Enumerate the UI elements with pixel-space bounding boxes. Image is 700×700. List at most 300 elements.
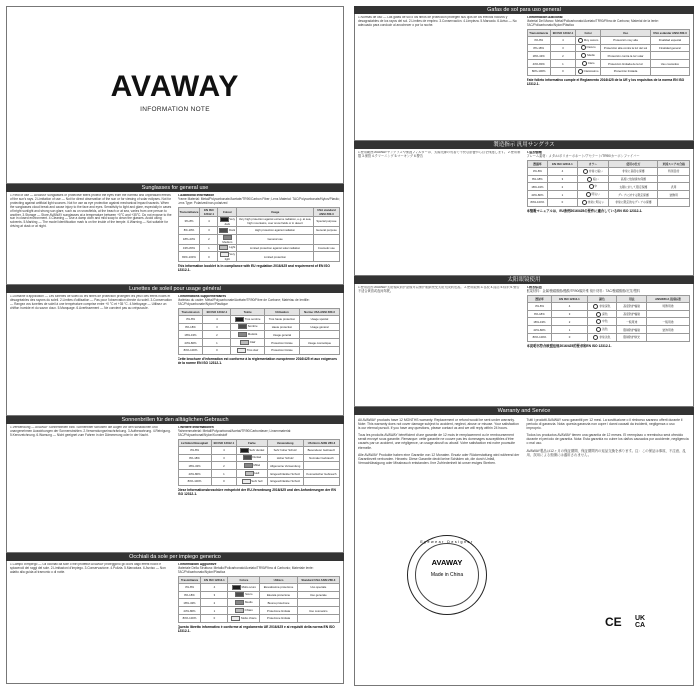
cell: Usage spécial — [299, 315, 339, 323]
de-info: Rahmenmaterial: Metall/Polycarbonat/Acetat/TR90/Carbonfaser; Linsenmaterial: TAC/Polycarbonat/Nylon/Kunststoff — [177, 428, 292, 437]
en-body: 1.Field of use — AVAWAY sunglasses or protective filters protect the eyes from the harmful and unpleasant effects of the sun's rays. 2.Limitation of use — Not for direct observation of the sun or for viewing of solar eclipses. Not for protecting against artificial light sources. Not for use as eye protection against mechanical impact hazards. When the sunglasses cloud break and cause injury to the face and eyes. Sensitivity to light and glare, especially in cases of bright sunlight and strong sun glare, such as on snowfields, at the beach or at sea, varies from one person to another. 3.Storage — Store AVAWAY sunglasses at a temperature between +0°C and +35°C. Do not expose to the sun in closed environment. 4.Cleaning — Use a damp cloth and mild soap to clean the glasses. Avoid using solvents. 5.Marking — The model identification mark is on the inside of the temple. 6.Warning — Not suitable for driving at dusk or at night. — [10, 194, 172, 229]
cell: 特別目的 — [658, 167, 690, 175]
de-info-heading: 7.Weitere Informationen — [177, 426, 214, 429]
cell: 3 — [203, 323, 231, 331]
section-cn — [354, 284, 694, 407]
cell: Besonderer Gebrauch — [303, 446, 339, 454]
cell — [587, 334, 617, 342]
cell: 3%-8% — [178, 446, 211, 454]
table-row — [527, 334, 690, 342]
cell: 深色 — [602, 311, 608, 316]
table-row — [178, 591, 340, 599]
cell — [218, 244, 237, 252]
cell: Scuro — [245, 592, 253, 597]
cell: 1 — [201, 607, 228, 615]
col-header: Norme USA ANSI Z80.3 — [299, 308, 339, 315]
table-row — [527, 167, 690, 175]
cell — [587, 326, 617, 334]
fr-info-heading: 7.Informations Supplémentaires — [177, 295, 227, 298]
cell — [576, 52, 601, 60]
warranty-en: All AVAWAY products have 12 MONTHS warranty. Replacement or refund would be sent under warranty. Note: This warranty does not cover damage subject to accident, neglect, abuse or misuse. Your satisfaction is our eternal pursuit. If you have any questions, please contact us and we will reply within 24 hours. — [358, 418, 519, 431]
cell — [218, 226, 237, 234]
table-row — [527, 191, 690, 199]
cell: Dunkel — [252, 455, 262, 460]
table-row — [178, 446, 340, 454]
cell: 8%-18% — [178, 323, 203, 331]
col-header: Utilizzo — [260, 576, 297, 583]
cell — [587, 302, 617, 310]
cell: 43%-80% — [527, 326, 552, 334]
cell: 0 — [203, 346, 231, 354]
jp-footer: 本情報マニュアルは、EU条例2016/425の要件に適合しているEN ISO 12312-1. — [526, 208, 643, 213]
cell: 80%-100% — [178, 477, 211, 485]
table-row — [178, 339, 340, 347]
cell: Dark — [229, 227, 236, 232]
cell: 非常に高度な保護 — [609, 167, 658, 175]
col-header: 米国スコアの合格 — [658, 160, 690, 167]
cell: 2 — [548, 183, 577, 191]
it-table — [178, 576, 341, 623]
cell: 43%-80% — [178, 339, 203, 347]
table-row — [178, 315, 340, 323]
cell: 非常浅色 — [599, 335, 611, 340]
tint-swatch — [235, 317, 244, 322]
table-row — [178, 462, 340, 470]
it-footer: Questo libretto informativo è conforme al regolamento UE 2016/425 e ai requisiti della norma EN ISO 12312-1. — [177, 624, 335, 633]
cell: Medio — [587, 53, 595, 58]
sun-icon — [587, 177, 592, 182]
cell: 8%-18% — [527, 310, 552, 318]
cell: Allgemeine Verwendung — [267, 462, 303, 470]
cell — [297, 599, 339, 607]
de-body: 1.Verwendung — AVAWAY Sonnenbrillen bzw. Sonnenfilter schützen die Augen vor den schädlichen und unangenehmen Auswirkungen der Sonnenstrahlen. 2.Verwendungseinschränkung. 3.Aufbewahrung. 4.Reinigung. 5.Kennzeichnung. 6.Warnung — Nicht geeignet zum Fahren in der Dämmerung oder in der Nacht. — [10, 426, 171, 437]
cell — [297, 614, 339, 622]
cell: 43%-80% — [178, 607, 201, 615]
cell: 80%-100% — [527, 67, 550, 75]
cell — [646, 310, 689, 318]
cell: 非常に暗い — [588, 168, 603, 173]
col-header: 颜色 — [587, 295, 617, 302]
cell — [237, 470, 267, 478]
cell: 3 — [548, 175, 577, 183]
table-row — [178, 454, 340, 462]
cell: 80%-100% — [178, 346, 203, 354]
tint-swatch — [235, 592, 244, 597]
cell: Protección alta contra la luz del sol — [601, 44, 651, 52]
cell: 18%-43% — [178, 234, 200, 244]
col-header: カラー — [577, 160, 609, 167]
col-header: Colore — [228, 576, 260, 583]
col-header: ANSIZ80.3 美国标准 — [646, 295, 689, 302]
cell: Uso cosmetico — [297, 607, 339, 615]
it-body: 1.Campo d'impiego — Gli occhiali da sole o filtri protettivi AVAWAY proteggono gli occhi dagli effetti nocivi e spiacevoli dei raggi del sole. 2.Limitazioni d'impiego. 3.Conservazione. 4.Pulizia. 5.Marcatura. 6.Avviso — Non adatto alla guida al tramonto o di notte. — [10, 563, 166, 574]
cell: Très clair — [246, 348, 259, 353]
cell: 18%-43% — [527, 183, 548, 191]
table-row — [178, 226, 340, 234]
ce-mark: CE — [605, 615, 622, 629]
cell: 8%-18% — [527, 175, 548, 183]
sun-icon — [596, 319, 601, 324]
table-row — [527, 52, 690, 60]
col-header: Utilisation — [265, 308, 300, 315]
jp-body: 1.使用範囲 AVAWAYサングラスや保護フィルターは、太陽光線の有害で不快な影響から目を保護します。 2.使用制限 3.保管 4.クリーニング 5.マーキング 6.警告 — [358, 151, 521, 158]
cell: Sombre — [247, 324, 258, 329]
cell — [299, 346, 339, 354]
cell: Medium — [222, 239, 233, 244]
col-header: EN ISO 12312-1 — [201, 576, 228, 583]
table-row — [178, 331, 340, 339]
cell: 1 — [548, 191, 577, 199]
cell: Eingeschränkter Schutz — [267, 470, 303, 478]
table-row — [527, 183, 690, 191]
cell: 43%-80% — [178, 470, 211, 478]
sun-icon — [583, 169, 588, 174]
cell: 中 — [594, 184, 598, 189]
es-footer: Este folleto informativo cumple el Reglamento 2016/425 de la UE y los requisitos de la norma EN ISO 12312-1. — [526, 77, 685, 86]
section-de — [6, 424, 344, 553]
col-header: EN ISO 12312-1 — [211, 439, 237, 446]
cell: 8%-18% — [527, 44, 550, 52]
col-header: USA estándar ANSI Z80.3 — [650, 29, 689, 36]
cell: 8%-18% — [178, 226, 200, 234]
cell: Chiaro — [244, 608, 253, 613]
tint-swatch — [237, 348, 246, 353]
cell: 18%-43% — [178, 331, 203, 339]
col-header: Trasmittanza — [178, 576, 201, 583]
cell: 3 — [200, 226, 218, 234]
cell: 3%-8% — [178, 583, 201, 591]
cell: 1 — [550, 60, 575, 68]
fr-info: Matériau du cadre: Métal/Polycarbonate/Acétate/TR90/Fibre de Carbone; Matériau de lentille: TAC/Polycarbonate/Nylon/Plastique — [177, 297, 310, 306]
tint-swatch — [240, 340, 249, 345]
brand-logo: AVAWAY — [110, 70, 240, 103]
cell: 8%-18% — [178, 591, 201, 599]
cell — [577, 191, 609, 199]
cell: 3%-8% — [178, 216, 200, 226]
tint-swatch — [240, 448, 249, 453]
cell: 非常深色 — [599, 303, 611, 308]
cell: Protezione limitata — [260, 607, 297, 615]
cell: Kosmetischer Gebrauch — [303, 470, 339, 478]
cell: Protection limitée — [265, 339, 300, 347]
cell: 非常に限定的なグレアの保護 — [609, 199, 658, 207]
cn-footer: 本说明书符合欧盟法规2016/425的要求和EN ISO 12312-1. — [526, 343, 612, 348]
cell — [218, 234, 237, 244]
cell: 3 — [201, 591, 228, 599]
cell: 浅色 — [602, 327, 608, 332]
table-row — [527, 310, 690, 318]
cell: 80%-100% — [527, 334, 552, 342]
cell — [577, 175, 609, 183]
tint-swatch — [232, 585, 241, 590]
cn-info-heading: 7.附加信息 — [526, 286, 542, 289]
cell — [231, 323, 265, 331]
cell — [587, 310, 617, 318]
de-table — [178, 439, 341, 486]
cell — [650, 67, 689, 75]
cell: 2 — [552, 318, 587, 326]
col-header: Transmittance — [178, 207, 200, 216]
cell: Usage général — [265, 331, 300, 339]
sun-icon — [589, 184, 594, 189]
section-title-fr: Lunettes de soleil pour usage général — [6, 285, 344, 293]
cell: 80%-100% — [178, 614, 201, 622]
warranty-it: Tutti i prodotti AVAWAY sono garantiti per 12 mesi. La sostituzione o il rimborso saranno offerti durante il periodo di garanzia. Nota: questa garanzia non copre i danni causati da incidenti, negligenza o uso improprio. — [526, 418, 683, 431]
cell: Molto scuro — [241, 584, 257, 589]
cell: Very light — [224, 252, 236, 262]
col-header: Lichtdurchlässigkeit — [178, 439, 211, 446]
warranty-section — [354, 415, 694, 686]
cell: Normaler Gebrauch — [303, 454, 339, 462]
table-row — [178, 323, 340, 331]
sun-icon — [596, 327, 601, 332]
cell: Elevata protezione — [260, 591, 297, 599]
cell — [218, 216, 237, 226]
cell: 4 — [200, 216, 218, 226]
section-es — [354, 14, 694, 141]
es-table — [527, 29, 691, 76]
cell: 3%-8% — [527, 167, 548, 175]
table-row — [527, 36, 690, 44]
cell: Uso cosmético — [650, 60, 689, 68]
cell: Protección limitada de la luz — [601, 60, 651, 68]
table-row — [527, 302, 690, 310]
cell — [228, 583, 260, 591]
cell — [237, 477, 267, 485]
it-info-heading: 7.Informazioni Aggiuntive — [177, 563, 217, 566]
section-fr — [6, 293, 344, 416]
cell: 汎用 — [658, 183, 690, 191]
en-info-heading: 7.Additional Information — [177, 194, 215, 197]
cell: 18%-43% — [178, 599, 201, 607]
table-row — [178, 477, 340, 485]
cell: Very dark — [224, 216, 236, 226]
cell: 0 — [550, 67, 575, 75]
cell — [237, 446, 267, 454]
table-row — [527, 67, 690, 75]
cell: Usage cosmétique — [299, 339, 339, 347]
col-header: US-Norm ANSI Z80.3 — [303, 439, 339, 446]
cell: 1 — [200, 244, 218, 252]
cell: 4 — [211, 446, 237, 454]
section-title-de: Sonnenbrillen für den alltäglichen Gebrauch — [6, 416, 344, 424]
col-header: Farbe — [237, 439, 267, 446]
cell — [658, 199, 690, 207]
cell: 0 — [552, 334, 587, 342]
cell: Very high protection against extreme radiation, e.g. at sea, high mountains, over snow fields or in desert — [237, 216, 313, 226]
cell: 2 — [201, 599, 228, 607]
section-title-en: Sunglasses for general use — [6, 184, 344, 192]
cell — [303, 477, 339, 485]
cell: 1 — [203, 339, 231, 347]
section-title-es: Gafas de sol para uso general — [354, 6, 694, 14]
cell: 4 — [201, 583, 228, 591]
warranty-de: Alle AVAWAY Produkte haben eine Garantie von 12 Monaten. Ersatz oder Rückerstattung wird während der Garantiezeit verbunden. Hinweis: Diese Garantie deckt keine Schäden ab, die durch Unfall, Vernachlässigung oder Missbrauch entstanden. Ihre Zufriedenheit ist unser ewiges Streben. — [358, 452, 520, 465]
cell — [576, 44, 601, 52]
table-row — [178, 614, 340, 622]
section-en — [6, 192, 344, 285]
col-header: 透過率 — [527, 160, 548, 167]
section-jp — [354, 149, 694, 276]
cell: Muy oscuro — [583, 37, 599, 42]
cell: Protezione limitata — [260, 614, 297, 622]
tint-swatch — [242, 479, 251, 484]
cell: Haute protection — [265, 323, 300, 331]
cell: 装饰用途 — [646, 326, 689, 334]
cell: 明るい — [591, 192, 601, 197]
col-header: EN ISO 12312-1 — [200, 207, 218, 216]
cell: 18%-43% — [178, 462, 211, 470]
cell — [576, 60, 601, 68]
table-row — [527, 175, 690, 183]
fr-table — [178, 308, 341, 355]
cell — [576, 36, 601, 44]
cell: 限制防护辐射 — [617, 326, 647, 334]
warranty-fr: Tous les produits AVAWAY bénéficient d'une garantie de 12 mois le remplacement ou le remboursement serait envoyé sous garantie. Remarque: cette garantie ne couvre pas les dommages susceptibles d'être causés par un accident, une négligence, un usage abusif ou abusif. Votre satisfaction est notre poursuite éternelle. — [358, 433, 516, 450]
table-row — [527, 199, 690, 207]
es-info-heading: 7.Información Adicional — [526, 16, 563, 19]
table-row — [178, 216, 340, 226]
cell — [299, 331, 339, 339]
cell: 3%-8% — [527, 36, 550, 44]
col-header: Usage — [237, 207, 313, 216]
cell: 0 — [200, 252, 218, 262]
cell: 3 — [550, 44, 575, 52]
cell — [658, 175, 690, 183]
cell: 4 — [548, 167, 577, 175]
cell — [231, 339, 265, 347]
tint-swatch — [238, 332, 247, 337]
col-header: EN ISO 12312-1 — [550, 29, 575, 36]
cell: Limited protection against solar radiation — [237, 244, 313, 252]
cell: Très sombre — [244, 316, 261, 321]
jp-info-heading: 7.追加情報 — [526, 151, 542, 154]
cell: Eingeschränkter Schutz — [267, 477, 303, 485]
cell: 4 — [550, 36, 575, 44]
es-body: 1.Normas de uso — Las gafas de sol o los filtros de protección protegen sus ojos de los efectos nocivos y desagradables de los rayos del sol. 2.Límites de empleo. 3.Conservación. 4.Limpieza. 5.Marcado. 6.Aviso — No adecuado para conducir al anochecer o por la noche. — [358, 16, 517, 27]
cell — [313, 234, 339, 244]
col-header: Transmitancia — [527, 29, 550, 36]
sun-icon — [596, 312, 601, 317]
cell: 3%-8% — [527, 302, 552, 310]
sun-icon — [593, 335, 598, 340]
cell: 80%-100% — [527, 199, 548, 207]
cell: Très haute protection — [265, 315, 300, 323]
cell — [218, 252, 237, 262]
warranty-es: Todos los productos AVAWAY tienen una garantía de 12 meses. El reemplazo o reembolso será ofrecido durante el período de garantía. Nota: Esta garantía no cubre los daños causados por accidente, negligencia o mal uso. — [526, 433, 689, 446]
sun-icon — [586, 192, 591, 197]
tint-swatch — [238, 324, 247, 329]
cell — [237, 454, 267, 462]
en-info: Frame Material: Metal/Polycarbonate/Acetate/TR90/Carbon Fiber; Lens Material: TAC/Polycarbonate/Nylon/Plastic; Lens Type: Polarized/non-polarized — [177, 196, 340, 205]
cell — [303, 462, 339, 470]
cell — [587, 318, 617, 326]
fr-footer: Cette brochure d'information est conforme à la réglementation européenne 2016/425 et aux exigences de la norme EN ISO 12312-1. — [177, 356, 337, 365]
col-header: Teinte — [231, 308, 265, 315]
cell: Oscuro — [586, 45, 596, 50]
cell — [231, 331, 265, 339]
cover-subtitle: INFORMATION NOTE — [140, 106, 210, 113]
section-title-it: Occhiali da sole per impiego generico — [6, 553, 344, 561]
cell: 3 — [552, 310, 587, 318]
sun-icon — [578, 38, 583, 43]
cell: Sehr dunkel — [249, 447, 265, 452]
tint-swatch — [235, 600, 244, 605]
cell: 一般用途 — [646, 318, 689, 326]
cell — [231, 315, 265, 323]
col-header: 使用の仕方 — [609, 160, 658, 167]
table-row — [527, 318, 690, 326]
col-header: 透射率 — [527, 295, 552, 302]
section-it — [6, 561, 344, 684]
cell: Modéré — [247, 332, 258, 337]
cell: Special purpose — [313, 216, 339, 226]
col-header: Transmission — [178, 308, 203, 315]
sun-icon — [581, 45, 586, 50]
cell: 2 — [203, 331, 231, 339]
cell: Uso speciale — [297, 583, 339, 591]
it-info: Materiale Della Struttura: Metallo/Policarbonato/Acetato/TR90/Fibra di Carbonio; Materiale lente: TAC/Policarbonato/Nylon/Plastica — [177, 565, 314, 574]
cell: 3 — [211, 454, 237, 462]
cell: Sehr hoher Schutz — [267, 446, 303, 454]
en-table — [178, 207, 341, 263]
sun-icon — [578, 69, 583, 74]
cell: 高度防护辐射 — [617, 302, 647, 310]
badge-brand: AVAWAY — [431, 558, 463, 567]
cell — [228, 599, 260, 607]
cell: Finalidad general — [650, 44, 689, 52]
cell: 1 — [552, 326, 587, 334]
cell: 4 — [203, 315, 231, 323]
cover — [6, 6, 344, 184]
cell: 2 — [550, 52, 575, 60]
made-in-china-badge — [407, 535, 487, 615]
cell: 一般用途 — [617, 318, 647, 326]
cn-table — [527, 295, 691, 342]
cell: 特殊用途 — [646, 302, 689, 310]
table-row — [178, 599, 340, 607]
table-row — [178, 252, 340, 262]
tint-swatch — [219, 228, 228, 233]
tint-swatch — [244, 463, 253, 468]
sun-icon — [581, 53, 586, 58]
cn-body: 1.使用范围 AVAWAY太阳镜或防护滤镜可以保护眼睛免受太阳光线的危害。 2.使用限制 3.存放 4.清洁 5.标识 6.警告 不适合黄昏或夜间驾驶。 — [358, 286, 520, 293]
cell — [228, 607, 260, 615]
cell: High protection against radiation — [237, 226, 313, 234]
cell: Finalidad especial — [650, 36, 689, 44]
cell: Cosmetic use — [313, 244, 339, 252]
col-header: Uso — [601, 29, 651, 36]
cell: Claro — [587, 61, 595, 66]
cell: 高度に放射線を保護 — [609, 175, 658, 183]
de-footer: Diese Informationsbroschüre entspricht der EU-Verordnung 2016/425 und den Anforderungen der EN ISO 12312-1. — [177, 487, 336, 496]
cell: Hell — [254, 471, 260, 476]
cell: Molto chiaro — [241, 616, 257, 621]
cell: Protection limitée — [265, 346, 300, 354]
tint-swatch — [235, 608, 244, 613]
col-header: EN ISO 12312-1 — [552, 295, 587, 302]
sun-icon — [582, 200, 587, 205]
col-header: Color — [576, 29, 601, 36]
table-row — [178, 470, 340, 478]
cell: Sehr hell — [251, 479, 263, 484]
cell: Light — [229, 245, 236, 250]
tint-swatch — [219, 245, 228, 250]
section-title-warranty: Warranty and Service — [354, 407, 694, 415]
jp-info: フレーム素材：メタル/ポリカーボネート/アセテート/TR90/カーボンファイバー — [526, 153, 640, 158]
cell: Protección muy alta — [601, 36, 651, 44]
col-header: Verwendung — [267, 439, 303, 446]
